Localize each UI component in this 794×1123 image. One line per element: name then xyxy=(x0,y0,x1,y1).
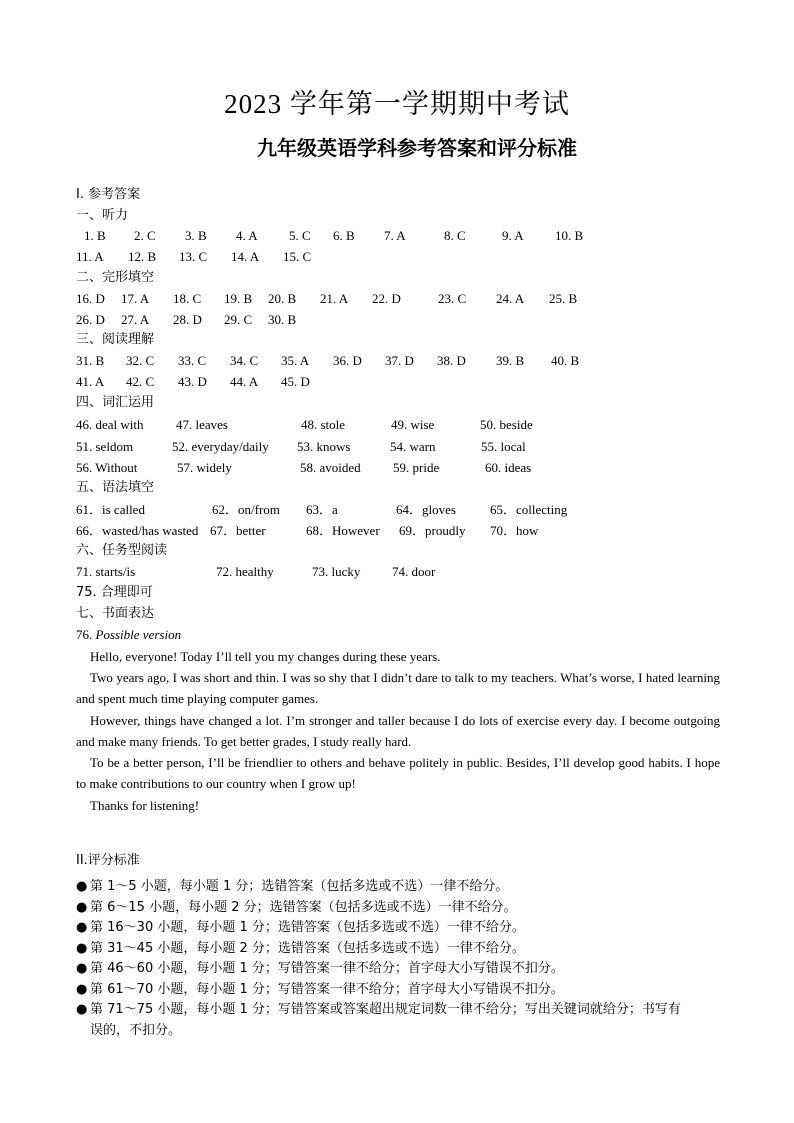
answer-item: 52. everyday/daily xyxy=(172,439,269,454)
answer-item: 9. A xyxy=(502,228,524,243)
answer-item: 3. B xyxy=(185,228,207,243)
answer-item: 65．collecting xyxy=(490,502,568,517)
answer-item: 75. 合理即可 xyxy=(76,585,153,600)
bullet-icon: ● xyxy=(76,981,88,997)
answer-item: 44. A xyxy=(230,374,259,389)
answer-item: 17. A xyxy=(121,291,150,306)
answer-item: 27. A xyxy=(121,312,150,327)
answer-item: 53. knows xyxy=(297,439,351,454)
answer-item: 64．gloves xyxy=(396,502,456,517)
answer-item: 31. B xyxy=(76,353,105,368)
answer-item: 33. C xyxy=(178,353,207,368)
answer-item: 18. C xyxy=(173,291,202,306)
answer-item: 20. B xyxy=(268,291,297,306)
answer-item: 43. D xyxy=(178,374,207,389)
section-reading: 三、阅读理解 xyxy=(76,332,155,347)
essay-paragraph: Thanks for listening! xyxy=(90,798,200,813)
answer-item: 60. ideas xyxy=(485,460,532,475)
answer-item: 2. C xyxy=(134,228,156,243)
section-listening: 一、听力 xyxy=(76,208,129,223)
answer-row xyxy=(0,290,794,308)
answer-item: 57. widely xyxy=(177,460,232,475)
section-task-reading: 六、任务型阅读 xyxy=(76,543,168,558)
answer-item: 15. C xyxy=(283,249,312,264)
answer-item: 68．However xyxy=(306,523,380,538)
answer-row xyxy=(0,416,794,434)
answer-item: 63．a xyxy=(306,502,338,517)
section-cloze: 二、完形填空 xyxy=(76,270,155,285)
essay-paragraph: However, things have changed a lot. I’m stronger and taller because I do lots of exercise every day. I become outgoing and make many friends. To get better grades, I study really hard. xyxy=(76,713,720,749)
bullet-icon: ● xyxy=(76,1002,88,1017)
answer-item: 72. healthy xyxy=(216,564,274,579)
answer-row xyxy=(0,311,794,329)
answer-item: 8. C xyxy=(444,228,466,243)
answer-item: 41. A xyxy=(76,374,105,389)
answer-row xyxy=(0,563,794,581)
answer-item: 11. A xyxy=(76,249,104,264)
answer-item: 12. B xyxy=(128,249,157,264)
answer-item: 74. door xyxy=(392,564,436,579)
answer-item: 16. D xyxy=(76,291,105,306)
answer-item: 13. C xyxy=(179,249,208,264)
answer-row xyxy=(0,501,794,519)
page-subtitle: 九年级英语学科参考答案和评分标准 xyxy=(257,136,577,160)
answer-item: 23. C xyxy=(438,291,467,306)
essay-label-title: Possible version xyxy=(95,627,182,642)
answer-item: 26. D xyxy=(76,312,105,327)
section-vocab: 四、词汇运用 xyxy=(76,395,155,410)
answer-item: 38. D xyxy=(437,353,466,368)
answer-item: 54. warn xyxy=(390,439,436,454)
answer-item: 36. D xyxy=(333,353,362,368)
answer-item: 48. stole xyxy=(301,417,346,432)
answer-item: 55. local xyxy=(481,439,526,454)
answer-item: 1. B xyxy=(84,228,106,243)
criteria-item: ● 第 1～5 小题，每小题 1 分；选错答案（包括多选或不选）一律不给分。 xyxy=(76,877,726,898)
essay-label xyxy=(76,626,181,644)
essay-label-number: 76. xyxy=(76,627,96,642)
section-writing: 七、书面表达 xyxy=(76,606,155,621)
answer-item: 67．better xyxy=(210,523,266,538)
answer-item: 22. D xyxy=(372,291,401,306)
criteria-item: ● 第 71～75 小题，每小题 1 分；写错答案或答案超出规定词数一律不给分；写出关键词就给分；书写有 误的，不扣分。 xyxy=(76,1002,681,1038)
answer-item: 42. C xyxy=(126,374,155,389)
answer-row xyxy=(0,459,794,477)
criteria-item: ● 第 61～70 小题，每小题 1 分；写错答案一律不给分；首字母大小写错误不扣分。 xyxy=(76,980,726,1001)
criteria-item: ● 第 16～30 小题，每小题 1 分；选错答案（包括多选或不选）一律不给分。 xyxy=(76,918,726,939)
answer-item: 47. leaves xyxy=(176,417,228,432)
answer-row xyxy=(0,248,794,266)
answer-item: 19. B xyxy=(224,291,253,306)
essay-paragraph: Hello, everyone! Today I’ll tell you my changes during these years. xyxy=(90,649,441,664)
answer-item: 30. B xyxy=(268,312,297,327)
answer-row xyxy=(0,438,794,456)
section-grammar: 五、语法填空 xyxy=(76,480,155,495)
essay-paragraph: Two years ago, I was short and thin. I was so shy that I didn’t dare to talk to my teachers. What’s worse, I hated learning and spent much time playing computer games. xyxy=(76,670,720,706)
bullet-icon: ● xyxy=(76,899,88,915)
part2-title: II.评分标准 xyxy=(76,853,140,868)
answer-item: 71. starts/is xyxy=(76,564,136,579)
answer-item: 70．how xyxy=(490,523,539,538)
answer-item: 35. A xyxy=(281,353,310,368)
answer-item: 40. B xyxy=(551,353,580,368)
answer-item: 14. A xyxy=(231,249,260,264)
answer-item: 10. B xyxy=(555,228,584,243)
essay-paragraph: To be a better person, I’ll be friendlier to others and behave politely in public. Besides, I’ll develop good habits. I hope to make contributions to our country when I grow up! xyxy=(76,755,720,791)
answer-item: 56. Without xyxy=(76,460,138,475)
bullet-icon: ● xyxy=(76,920,88,935)
answer-item: 51. seldom xyxy=(76,439,134,454)
answer-item: 24. A xyxy=(496,291,525,306)
answer-item: 6. B xyxy=(333,228,355,243)
answer-item: 58. avoided xyxy=(300,460,361,475)
answer-item: 61．is called xyxy=(76,502,145,517)
answer-item: 50. beside xyxy=(480,417,533,432)
criteria-item: ● 第 6～15 小题，每小题 2 分；选错答案（包括多选或不选）一律不给分。 xyxy=(76,898,726,919)
page-title: 2023 学年第一学期期中考试 xyxy=(224,89,570,119)
answer-item: 7. A xyxy=(384,228,406,243)
answer-item: 66．wasted/has wasted xyxy=(76,523,199,538)
answer-item: 46. deal with xyxy=(76,417,144,432)
answer-item: 25. B xyxy=(549,291,578,306)
answer-item: 62．on/from xyxy=(212,502,280,517)
answer-item: 28. D xyxy=(173,312,202,327)
bullet-icon: ● xyxy=(76,940,88,956)
answer-item: 59. pride xyxy=(393,460,440,475)
bullet-icon: ● xyxy=(76,961,88,976)
answer-item: 69．proudly xyxy=(399,523,466,538)
answer-item: 34. C xyxy=(230,353,259,368)
answer-row xyxy=(0,227,794,245)
answer-item: 29. C xyxy=(224,312,253,327)
criteria-item: ● 第 46～60 小题，每小题 1 分；写错答案一律不给分；首字母大小写错误不扣分。 xyxy=(76,959,726,980)
answer-item: 49. wise xyxy=(391,417,435,432)
answer-item: 32. C xyxy=(126,353,155,368)
answer-item: 4. A xyxy=(236,228,258,243)
answer-item: 45. D xyxy=(281,374,310,389)
answer-item: 21. A xyxy=(320,291,349,306)
answer-row xyxy=(0,522,794,540)
answer-row xyxy=(0,352,794,370)
answer-item: 37. D xyxy=(385,353,414,368)
part1-title: I. 参考答案 xyxy=(76,187,141,202)
criteria-item: ● 第 31～45 小题，每小题 2 分；选错答案（包括多选或不选）一律不给分。 xyxy=(76,939,726,960)
answer-item: 39. B xyxy=(496,353,525,368)
bullet-icon: ● xyxy=(76,879,88,894)
answer-item: 5. C xyxy=(289,228,311,243)
answer-row xyxy=(0,373,794,391)
criteria-list xyxy=(76,877,726,1041)
answer-item: 73. lucky xyxy=(312,564,361,579)
